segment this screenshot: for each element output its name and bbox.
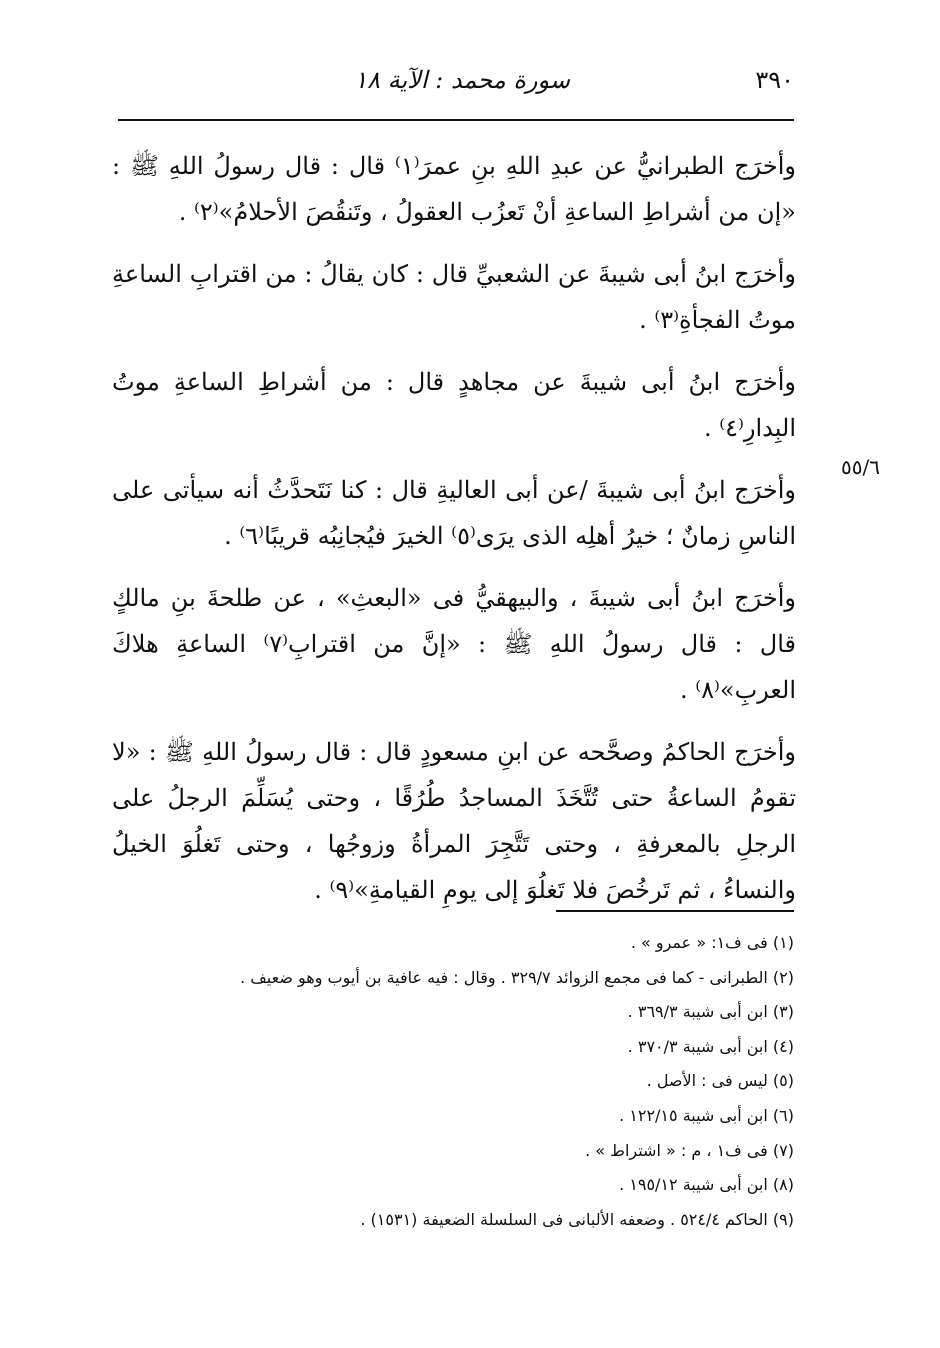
footnote: (٨) ابن أبى شيبة ١٩٥/١٢ .	[619, 1175, 794, 1195]
page-number: ٣٩٠	[755, 66, 794, 94]
header-rule	[118, 119, 794, 121]
footnote-rule	[556, 910, 794, 912]
footnote: (٤) ابن أبى شيبة ٣٧٠/٣ .	[627, 1036, 794, 1056]
footnote: (٢) الطبرانى - كما فى مجمع الزوائد ٣٢٩/٧ . وقال : فيه عافية بن أيوب وهو ضعيف .	[240, 967, 794, 987]
page-header	[118, 62, 794, 102]
footnotes	[118, 926, 794, 1237]
footnote: (١) فى ف١: « عمرو » .	[630, 933, 794, 952]
paragraph: وأخرَج الطبرانيُّ عن عبدِ اللهِ بنِ عمرَ⁽١⁾ قال : قال رسولُ اللهِ ﷺ : «إن من أشراطِ الساعةِ أنْ تَعزُب العقولُ ، وتَنقُصَ الأحلامُ»⁽٢⁾ .	[112, 152, 797, 226]
footnote: (٦) ابن أبى شيبة ١٢٢/١٥ .	[619, 1105, 794, 1125]
margin-reference: ٥٥/٦	[841, 455, 880, 479]
paragraph: وأخرَج ابنُ أبى شيبةَ عن مجاهدٍ قال : من أشراطِ الساعةِ موتُ البِدارِ⁽٤⁾ .	[112, 368, 796, 442]
footnote: (٥) ليس فى : الأصل .	[646, 1071, 794, 1091]
footnote: (٧) فى ف١ ، م : « اشتراط » .	[585, 1140, 794, 1160]
paragraph: وأخرَج ابنُ أبى شيبةَ ، والبيهقيُّ فى «البعثِ» ، عن طلحةَ بنِ مالكٍ قال : قال رسولُ اللهِ ﷺ : «إنَّ من اقترابِ⁽٧⁾ الساعةِ هلاكَ العربِ»⁽٨⁾ .	[112, 584, 796, 704]
paragraph: وأخرَج الحاكمُ وصحَّحه عن ابنِ مسعودٍ قال : قال رسولُ اللهِ ﷺ : «لا تقومُ الساعةُ حتى تُتَّخَذَ المساجدُ طُرُقًا ، وحتى يُسَلِّمَ الرجلُ على الرجلِ بالمعرفةِ ، وحتى تَتَّجِرَ المرأةُ وزوجُها ، وحتى تَغلُوَ الخيلُ والنساءُ ، ثم تَرخُصَ فلا تَغلُوَ إلى يومِ القيامةِ»⁽٩⁾ .	[112, 738, 796, 904]
running-title: سورة محمد : الآية ١٨	[354, 66, 570, 94]
footnote: (٣) ابن أبى شيبة ٣٦٩/٣ .	[627, 1002, 794, 1022]
body-text	[112, 143, 796, 929]
paragraph: وأخرَج ابنُ أبى شيبةَ عن الشعبيِّ قال : كان يقالُ : من اقترابِ الساعةِ موتُ الفجأةِ⁽٣⁾ .	[112, 260, 796, 334]
footnote: (٩) الحاكم ٥٢٤/٤ . وضعفه الألبانى فى السلسلة الضعيفة (١٥٣١) .	[360, 1209, 794, 1229]
paragraph: وأخرَج ابنُ أبى شيبةَ /عن أبى العاليةِ قال : كنا نَتَحدَّثُ أنه سيأتى على الناسِ زمانٌ ؛ خيرُ أهلِه الذى يرَى⁽٥⁾ الخيرَ فيُجانِبُه قريبًا⁽٦⁾ .	[112, 476, 796, 550]
